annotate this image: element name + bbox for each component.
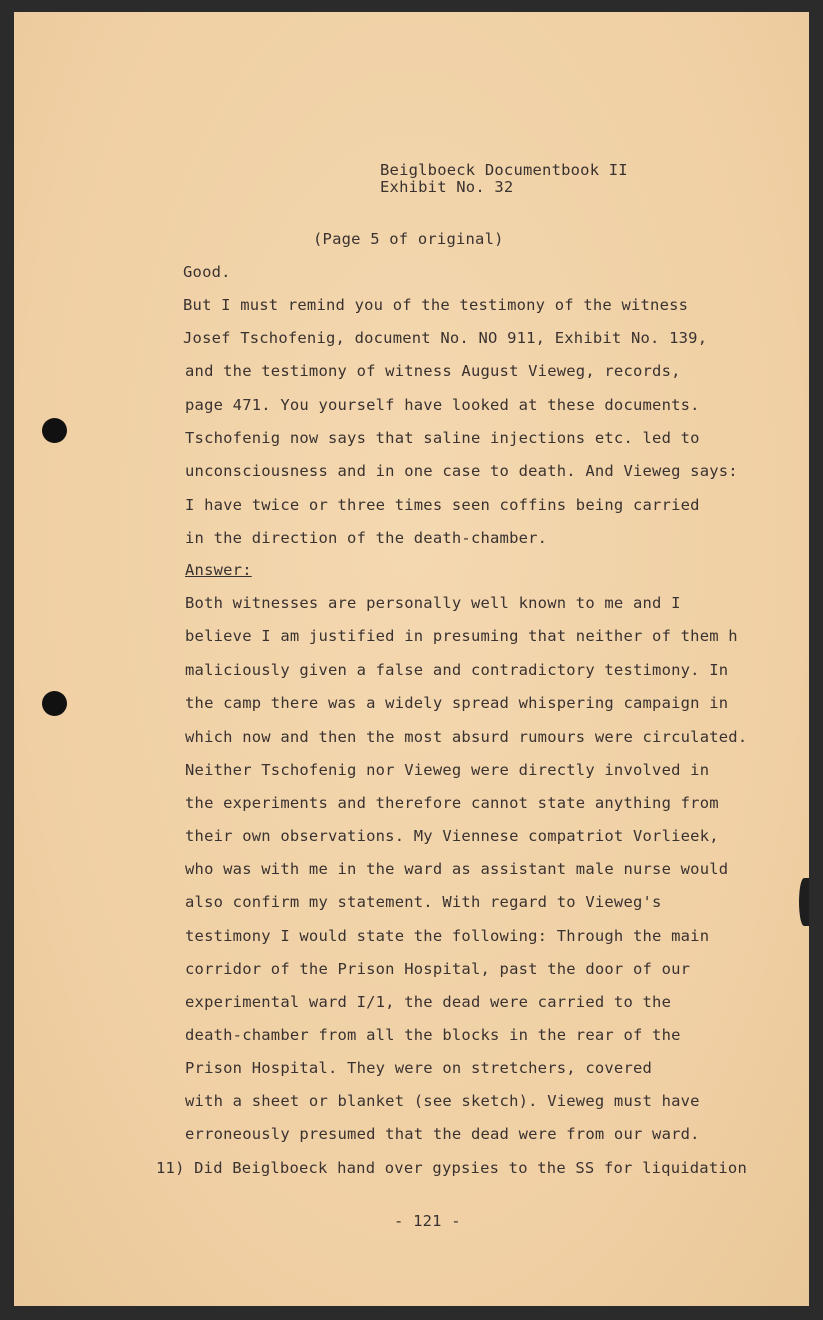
page-number: - 121 - <box>394 1212 461 1230</box>
body-line: corridor of the Prison Hospital, past the door of our <box>185 960 691 978</box>
body-line: in the direction of the death-chamber. <box>185 529 548 547</box>
header-exhibit: Exhibit No. 32 <box>380 178 514 196</box>
punch-hole <box>42 691 67 716</box>
header-title: Beiglboeck Documentbook II <box>380 161 628 179</box>
body-line: and the testimony of witness August Vieweg, records, <box>185 362 681 380</box>
body-line: who was with me in the ward as assistant male nurse would <box>185 860 729 878</box>
body-line: believe I am justified in presuming that neither of them h <box>185 627 738 645</box>
body-line: testimony I would state the following: Through the main <box>185 927 710 945</box>
body-line: the camp there was a widely spread whispering campaign in <box>185 694 729 712</box>
punch-hole <box>42 418 67 443</box>
body-line: unconsciousness and in one case to death. And Vieweg says: <box>185 462 738 480</box>
body-line: Tschofenig now says that saline injections etc. led to <box>185 429 700 447</box>
body-line: But I must remind you of the testimony of the witness <box>183 296 689 314</box>
document-page <box>14 12 809 1306</box>
body-line: page 471. You yourself have looked at these documents. <box>185 396 700 414</box>
body-line: maliciously given a false and contradictory testimony. In <box>185 661 729 679</box>
answer-heading: Answer: <box>185 561 252 579</box>
body-line: with a sheet or blanket (see sketch). Vieweg must have <box>185 1092 700 1110</box>
body-line: experimental ward I/1, the dead were carried to the <box>185 993 672 1011</box>
body-line: Good. <box>183 263 231 281</box>
page-reference: (Page 5 of original) <box>313 230 504 248</box>
body-line: also confirm my statement. With regard to Vieweg's <box>185 893 662 911</box>
body-line: erroneously presumed that the dead were from our ward. <box>185 1125 700 1143</box>
body-line: which now and then the most absurd rumours were circulated. <box>185 728 748 746</box>
body-line: Neither Tschofenig nor Vieweg were directly involved in <box>185 761 710 779</box>
body-line: I have twice or three times seen coffins being carried <box>185 496 700 514</box>
question-line: 11) Did Beiglboeck hand over gypsies to the SS for liquidation <box>156 1159 747 1177</box>
body-line: death-chamber from all the blocks in the rear of the <box>185 1026 681 1044</box>
body-line: Prison Hospital. They were on stretchers, covered <box>185 1059 653 1077</box>
body-line: the experiments and therefore cannot state anything from <box>185 794 719 812</box>
body-line: Josef Tschofenig, document No. NO 911, Exhibit No. 139, <box>183 329 708 347</box>
edge-damage <box>799 878 809 926</box>
body-line: Both witnesses are personally well known to me and I <box>185 594 681 612</box>
body-line: their own observations. My Viennese compatriot Vorlieek, <box>185 827 719 845</box>
